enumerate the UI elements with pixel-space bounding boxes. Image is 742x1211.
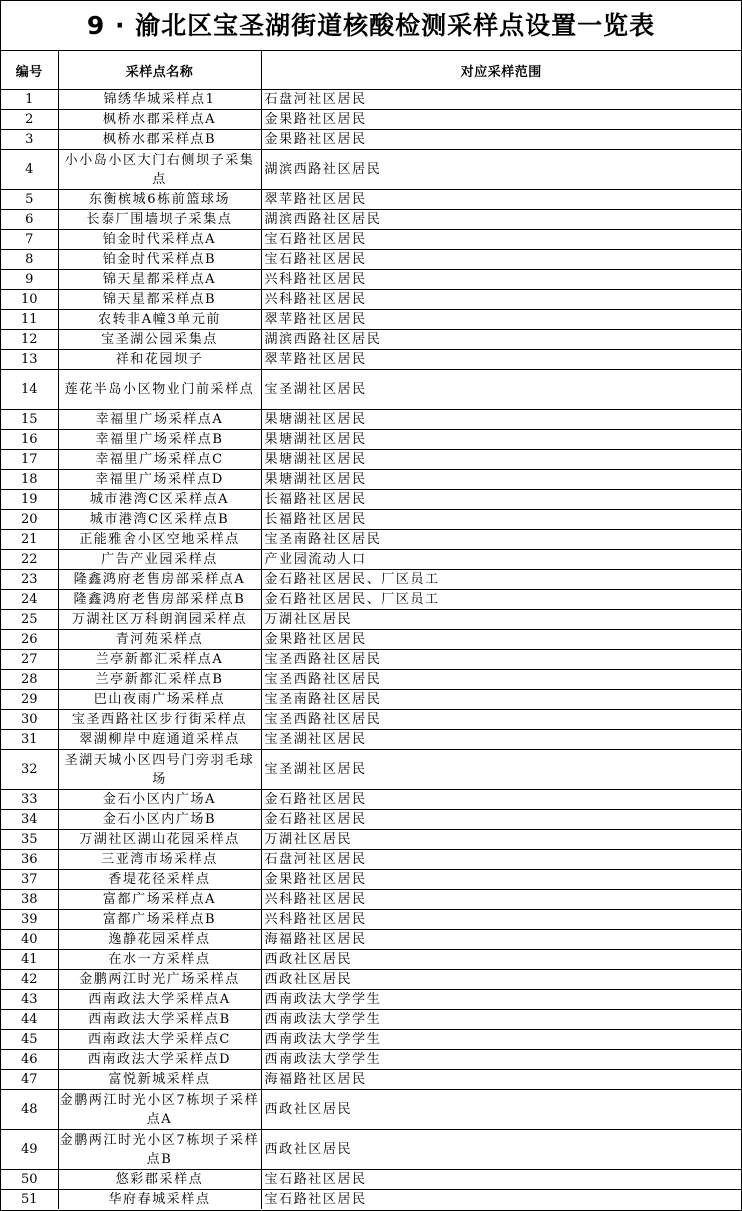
- row-site-name: 长泰厂围墙坝子采集点: [58, 210, 261, 230]
- row-number: 9: [1, 270, 58, 290]
- table-row: [1, 930, 741, 950]
- row-number: 28: [1, 670, 58, 690]
- table-row: [1, 410, 741, 430]
- row-site-name: 铂金时代采样点B: [58, 250, 261, 270]
- row-site-name: 圣湖天城小区四号门旁羽毛球场: [58, 750, 261, 790]
- row-number: 7: [1, 230, 58, 250]
- table-row: [1, 1010, 741, 1030]
- row-number: 42: [1, 970, 58, 990]
- row-number: 8: [1, 250, 58, 270]
- table-row: [1, 910, 741, 930]
- table-row: [1, 730, 741, 750]
- row-coverage-range: 西政社区居民: [261, 1090, 741, 1130]
- row-coverage-range: 宝圣西路社区居民: [261, 650, 741, 670]
- row-site-name: 巴山夜雨广场采样点: [58, 690, 261, 710]
- row-coverage-range: 金果路社区居民: [261, 870, 741, 890]
- row-number: 12: [1, 330, 58, 350]
- row-site-name: 隆鑫鸿府老售房部采样点A: [58, 570, 261, 590]
- row-number: 25: [1, 610, 58, 630]
- row-coverage-range: 金石路社区居民、厂区员工: [261, 590, 741, 610]
- row-site-name: 兰亭新都汇采样点B: [58, 670, 261, 690]
- row-site-name: 金石小区内广场A: [58, 790, 261, 810]
- row-coverage-range: 金石路社区居民、厂区员工: [261, 570, 741, 590]
- table-row: [1, 230, 741, 250]
- row-number: 32: [1, 750, 58, 790]
- row-coverage-range: 产业园流动人口: [261, 550, 741, 570]
- table-row: [1, 990, 741, 1010]
- row-coverage-range: 翠苹路社区居民: [261, 190, 741, 210]
- row-site-name: 幸福里广场采样点D: [58, 470, 261, 490]
- table-row: [1, 1050, 741, 1070]
- row-number: 20: [1, 510, 58, 530]
- table-row: [1, 950, 741, 970]
- row-site-name: 兰亭新都汇采样点A: [58, 650, 261, 670]
- row-site-name: 西南政法大学采样点B: [58, 1010, 261, 1030]
- sampling-points-table: [1, 51, 741, 1209]
- row-number: 4: [1, 150, 58, 190]
- row-number: 26: [1, 630, 58, 650]
- row-site-name: 枫桥水郡采样点A: [58, 110, 261, 130]
- row-number: 1: [1, 90, 58, 110]
- row-number: 45: [1, 1030, 58, 1050]
- row-number: 11: [1, 310, 58, 330]
- row-site-name: 万湖社区湖山花园采样点: [58, 830, 261, 850]
- row-number: 3: [1, 130, 58, 150]
- row-number: 36: [1, 850, 58, 870]
- row-coverage-range: 兴科路社区居民: [261, 270, 741, 290]
- row-number: 51: [1, 1190, 58, 1210]
- row-number: 14: [1, 370, 58, 410]
- row-number: 2: [1, 110, 58, 130]
- row-coverage-range: 万湖社区居民: [261, 830, 741, 850]
- row-site-name: 广告产业园采样点: [58, 550, 261, 570]
- row-site-name: 城市港湾C区采样点B: [58, 510, 261, 530]
- table-row: [1, 570, 741, 590]
- table-row: [1, 790, 741, 810]
- row-site-name: 正能雅舍小区空地采样点: [58, 530, 261, 550]
- row-number: 17: [1, 450, 58, 470]
- table-row: [1, 190, 741, 210]
- row-site-name: 小小岛小区大门右侧坝子采集点: [58, 150, 261, 190]
- row-number: 43: [1, 990, 58, 1010]
- row-number: 10: [1, 290, 58, 310]
- row-coverage-range: 石盘河社区居民: [261, 90, 741, 110]
- row-site-name: 华府春城采样点: [58, 1190, 261, 1210]
- row-site-name: 东衡槟城6栋前篮球场: [58, 190, 261, 210]
- row-coverage-range: 西政社区居民: [261, 970, 741, 990]
- row-site-name: 锦天星都采样点B: [58, 290, 261, 310]
- row-coverage-range: 湖滨西路社区居民: [261, 330, 741, 350]
- table-row: [1, 370, 741, 410]
- row-number: 37: [1, 870, 58, 890]
- table-row: [1, 490, 741, 510]
- row-number: 13: [1, 350, 58, 370]
- row-site-name: 富都广场采样点B: [58, 910, 261, 930]
- row-site-name: 莲花半岛小区物业门前采样点: [58, 370, 261, 410]
- table-row: [1, 750, 741, 790]
- row-coverage-range: 果塘湖社区居民: [261, 410, 741, 430]
- row-site-name: 金鹏两江时光小区7栋坝子采样点B: [58, 1130, 261, 1170]
- table-row: [1, 110, 741, 130]
- row-number: 46: [1, 1050, 58, 1070]
- table-row: [1, 1090, 741, 1130]
- row-coverage-range: 宝圣西路社区居民: [261, 710, 741, 730]
- row-site-name: 西南政法大学采样点C: [58, 1030, 261, 1050]
- row-coverage-range: 海福路社区居民: [261, 1070, 741, 1090]
- row-number: 44: [1, 1010, 58, 1030]
- row-coverage-range: 翠苹路社区居民: [261, 350, 741, 370]
- row-number: 5: [1, 190, 58, 210]
- row-number: 27: [1, 650, 58, 670]
- table-row: [1, 250, 741, 270]
- row-site-name: 幸福里广场采样点A: [58, 410, 261, 430]
- row-coverage-range: 金石路社区居民: [261, 810, 741, 830]
- table-row: [1, 1130, 741, 1170]
- table-row: [1, 210, 741, 230]
- table-row: [1, 890, 741, 910]
- row-coverage-range: 翠苹路社区居民: [261, 310, 741, 330]
- row-number: 38: [1, 890, 58, 910]
- row-coverage-range: 宝圣湖社区居民: [261, 730, 741, 750]
- page-title: 9 · 渝北区宝圣湖街道核酸检测采样点设置一览表: [1, 1, 741, 51]
- row-site-name: 隆鑫鸿府老售房部采样点B: [58, 590, 261, 610]
- table-row: [1, 90, 741, 110]
- row-number: 49: [1, 1130, 58, 1170]
- row-coverage-range: 石盘河社区居民: [261, 850, 741, 870]
- row-site-name: 宝圣湖公园采集点: [58, 330, 261, 350]
- table-row: [1, 1030, 741, 1050]
- row-coverage-range: 宝石路社区居民: [261, 1190, 741, 1210]
- table-row: [1, 690, 741, 710]
- row-number: 50: [1, 1170, 58, 1190]
- row-site-name: 金石小区内广场B: [58, 810, 261, 830]
- row-site-name: 宝圣西路社区步行街采样点: [58, 710, 261, 730]
- row-number: 47: [1, 1070, 58, 1090]
- row-site-name: 富悦新城采样点: [58, 1070, 261, 1090]
- row-coverage-range: 兴科路社区居民: [261, 290, 741, 310]
- row-site-name: 金鹏两江时光小区7栋坝子采样点A: [58, 1090, 261, 1130]
- row-number: 21: [1, 530, 58, 550]
- row-number: 35: [1, 830, 58, 850]
- row-coverage-range: 宝圣湖社区居民: [261, 370, 741, 410]
- table-row: [1, 310, 741, 330]
- table-row: [1, 130, 741, 150]
- header-coverage-range: 对应采样范围: [261, 51, 741, 90]
- row-coverage-range: 金果路社区居民: [261, 130, 741, 150]
- row-number: 39: [1, 910, 58, 930]
- header-site-name: 采样点名称: [58, 51, 261, 90]
- row-coverage-range: 湖滨西路社区居民: [261, 150, 741, 190]
- row-number: 40: [1, 930, 58, 950]
- table-body: [1, 90, 741, 1210]
- row-site-name: 翠湖柳岸中庭通道采样点: [58, 730, 261, 750]
- row-site-name: 西南政法大学采样点D: [58, 1050, 261, 1070]
- row-coverage-range: 西南政法大学学生: [261, 1030, 741, 1050]
- row-site-name: 三亚湾市场采样点: [58, 850, 261, 870]
- table-row: [1, 1070, 741, 1090]
- table-row: [1, 710, 741, 730]
- row-site-name: 逸静花园采样点: [58, 930, 261, 950]
- row-coverage-range: 宝圣湖社区居民: [261, 750, 741, 790]
- row-number: 41: [1, 950, 58, 970]
- row-coverage-range: 长福路社区居民: [261, 490, 741, 510]
- row-coverage-range: 万湖社区居民: [261, 610, 741, 630]
- table-row: [1, 810, 741, 830]
- row-coverage-range: 海福路社区居民: [261, 930, 741, 950]
- row-coverage-range: 宝石路社区居民: [261, 1170, 741, 1190]
- table-row: [1, 1190, 741, 1210]
- table-row: [1, 430, 741, 450]
- row-site-name: 香堤花径采样点: [58, 870, 261, 890]
- row-coverage-range: 宝圣南路社区居民: [261, 690, 741, 710]
- table-row: [1, 590, 741, 610]
- row-coverage-range: 金果路社区居民: [261, 630, 741, 650]
- table-header-row: [1, 51, 741, 90]
- row-site-name: 在水一方采样点: [58, 950, 261, 970]
- row-site-name: 青河苑采样点: [58, 630, 261, 650]
- table-row: [1, 610, 741, 630]
- row-coverage-range: 长福路社区居民: [261, 510, 741, 530]
- row-coverage-range: 西南政法大学学生: [261, 990, 741, 1010]
- row-site-name: 铂金时代采样点A: [58, 230, 261, 250]
- row-site-name: 农转非A幢3单元前: [58, 310, 261, 330]
- row-coverage-range: 西南政法大学学生: [261, 1010, 741, 1030]
- table-row: [1, 630, 741, 650]
- row-coverage-range: 兴科路社区居民: [261, 910, 741, 930]
- row-coverage-range: 西政社区居民: [261, 950, 741, 970]
- row-coverage-range: 西政社区居民: [261, 1130, 741, 1170]
- table-row: [1, 650, 741, 670]
- row-site-name: 锦天星都采样点A: [58, 270, 261, 290]
- row-coverage-range: 果塘湖社区居民: [261, 450, 741, 470]
- row-site-name: 悠彩郡采样点: [58, 1170, 261, 1190]
- row-coverage-range: 西南政法大学学生: [261, 1050, 741, 1070]
- table-row: [1, 350, 741, 370]
- row-coverage-range: 果塘湖社区居民: [261, 430, 741, 450]
- row-site-name: 幸福里广场采样点C: [58, 450, 261, 470]
- row-site-name: 幸福里广场采样点B: [58, 430, 261, 450]
- table-row: [1, 330, 741, 350]
- table-row: [1, 830, 741, 850]
- table-row: [1, 150, 741, 190]
- table-row: [1, 510, 741, 530]
- row-number: 18: [1, 470, 58, 490]
- header-number: 编号: [1, 51, 58, 90]
- row-number: 30: [1, 710, 58, 730]
- row-site-name: 锦绣华城采样点1: [58, 90, 261, 110]
- row-coverage-range: 湖滨西路社区居民: [261, 210, 741, 230]
- row-coverage-range: 金石路社区居民: [261, 790, 741, 810]
- row-number: 33: [1, 790, 58, 810]
- table-row: [1, 670, 741, 690]
- table-row: [1, 970, 741, 990]
- row-site-name: 枫桥水郡采样点B: [58, 130, 261, 150]
- row-site-name: 祥和花园坝子: [58, 350, 261, 370]
- table-row: [1, 450, 741, 470]
- row-site-name: 金鹏两江时光广场采样点: [58, 970, 261, 990]
- row-coverage-range: 宝圣南路社区居民: [261, 530, 741, 550]
- row-number: 22: [1, 550, 58, 570]
- row-number: 15: [1, 410, 58, 430]
- row-coverage-range: 宝圣西路社区居民: [261, 670, 741, 690]
- table-row: [1, 550, 741, 570]
- table-row: [1, 290, 741, 310]
- row-coverage-range: 宝石路社区居民: [261, 230, 741, 250]
- row-number: 6: [1, 210, 58, 230]
- table-row: [1, 870, 741, 890]
- table-row: [1, 270, 741, 290]
- row-number: 48: [1, 1090, 58, 1130]
- row-number: 29: [1, 690, 58, 710]
- row-site-name: 城市港湾C区采样点A: [58, 490, 261, 510]
- row-coverage-range: 金果路社区居民: [261, 110, 741, 130]
- table-row: [1, 1170, 741, 1190]
- row-site-name: 西南政法大学采样点A: [58, 990, 261, 1010]
- row-number: 24: [1, 590, 58, 610]
- row-number: 31: [1, 730, 58, 750]
- row-site-name: 万湖社区万科朗润园采样点: [58, 610, 261, 630]
- table-row: [1, 850, 741, 870]
- row-coverage-range: 果塘湖社区居民: [261, 470, 741, 490]
- row-coverage-range: 宝石路社区居民: [261, 250, 741, 270]
- table-row: [1, 470, 741, 490]
- row-number: 34: [1, 810, 58, 830]
- table-row: [1, 530, 741, 550]
- row-coverage-range: 兴科路社区居民: [261, 890, 741, 910]
- row-number: 19: [1, 490, 58, 510]
- row-site-name: 富都广场采样点A: [58, 890, 261, 910]
- row-number: 16: [1, 430, 58, 450]
- row-number: 23: [1, 570, 58, 590]
